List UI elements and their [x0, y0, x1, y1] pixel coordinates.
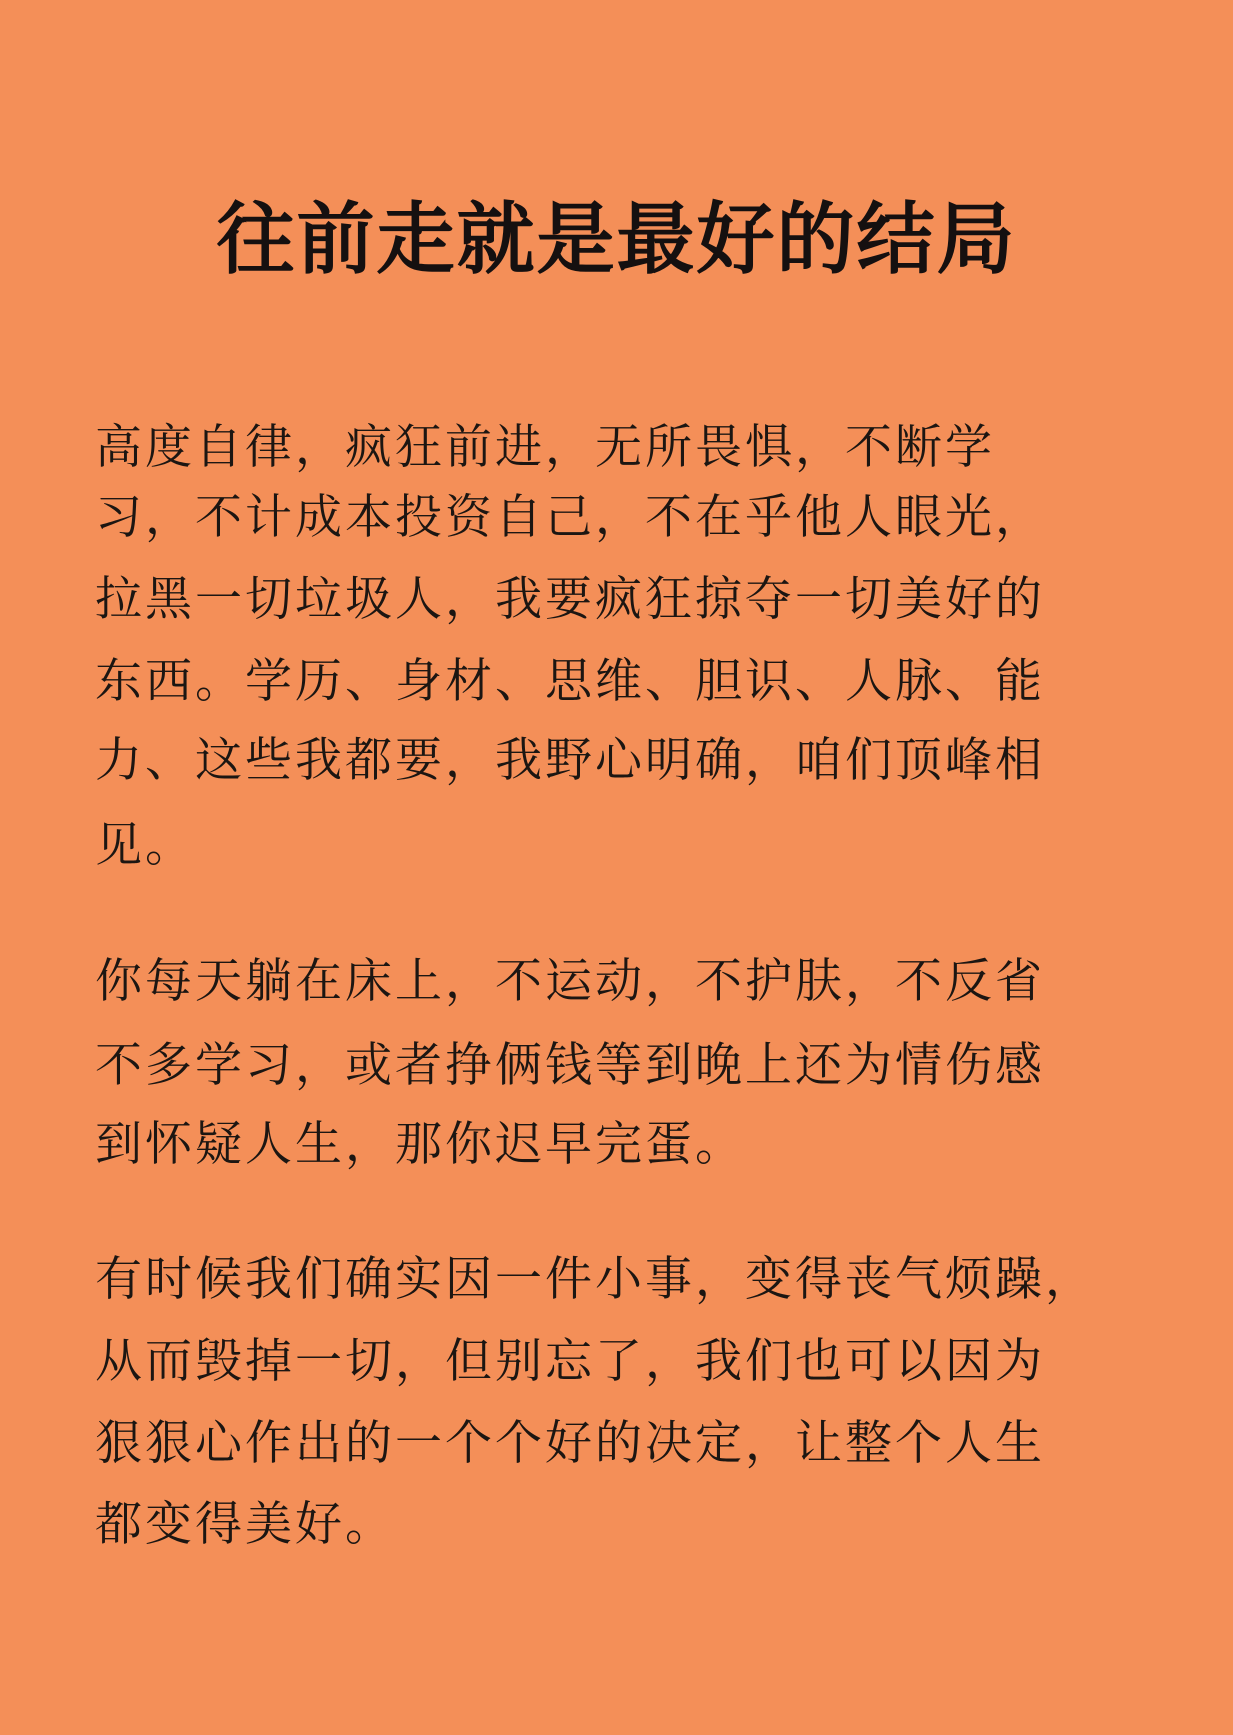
text-line: 见。 [95, 818, 195, 873]
text-line: 从而毁掉一切，但别忘了，我们也可以因为 [95, 1334, 1045, 1389]
text-line: 东西。学历、身材、思维、胆识、人脉、能 [95, 654, 1045, 709]
text-line: 高度自律，疯狂前进，无所畏惧，不断学 [95, 420, 995, 475]
text-line: 力、这些我都要，我野心明确，咱们顶峰相 [95, 733, 1045, 788]
text-line: 拉黑一切垃圾人，我要疯狂掠夺一切美好的 [95, 572, 1045, 627]
text-line: 到怀疑人生，那你迟早完蛋。 [95, 1117, 745, 1172]
text-line: 都变得美好。 [95, 1497, 395, 1552]
text-line: 你每天躺在床上，不运动，不护肤，不反省 [95, 954, 1045, 1009]
text-line: 习，不计成本投资自己，不在乎他人眼光， [95, 490, 1045, 545]
page-title: 往前走就是最好的结局 [216, 195, 1017, 286]
text-line: 狠狠心作出的一个个好的决定，让整个人生 [95, 1416, 1045, 1471]
text-line: 不多学习，或者挣俩钱等到晚上还为情伤感 [95, 1038, 1045, 1093]
text-line: 有时候我们确实因一件小事，变得丧气烦躁， [95, 1252, 1095, 1307]
